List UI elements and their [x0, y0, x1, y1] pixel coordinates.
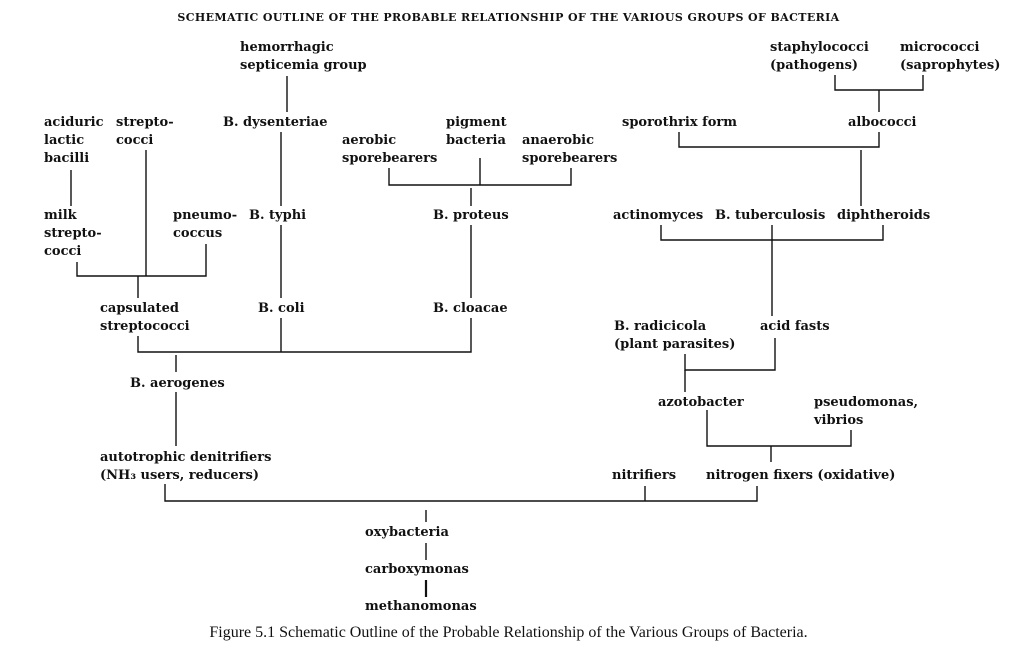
connector-bottom-bracket [165, 484, 757, 501]
node-carboxymonas: carboxymonas [365, 562, 469, 577]
node-autotrophic-denitrifiers: autotrophic denitrifiers (NH₃ users, reducers) [100, 450, 272, 483]
connector-staph-micro-bracket [835, 75, 923, 90]
node-b-cloacae: B. cloacae [433, 301, 508, 316]
node-aerobic-sporebearers: aerobic sporebearers [342, 133, 438, 166]
node-pneumococcus: pneumo- coccus [173, 208, 238, 241]
node-staphylococci: staphylococci (pathogens) [770, 40, 869, 73]
node-pseudomonas-vibrios: pseudomonas, vibrios [814, 395, 919, 428]
node-sporothrix-form: sporothrix form [622, 115, 737, 130]
node-milk-streptococci: milk strepto- cocci [44, 208, 102, 259]
node-azotobacter: azotobacter [658, 395, 744, 410]
node-actinomyces: actinomyces [613, 208, 704, 223]
node-b-radicicola: B. radicicola (plant parasites) [614, 319, 736, 352]
node-b-tuberculosis: B. tuberculosis [715, 208, 826, 223]
node-oxybacteria: oxybacteria [365, 525, 449, 540]
node-nitrogen-fixers: nitrogen fixers (oxidative) [706, 468, 896, 483]
node-diphtheroids: diphtheroids [837, 208, 931, 223]
node-pigment-bacteria: pigment bacteria [446, 115, 507, 148]
node-anaerobic-sporebearers: anaerobic sporebearers [522, 133, 618, 166]
node-b-typhi: B. typhi [249, 208, 307, 223]
node-b-aerogenes: B. aerogenes [130, 376, 225, 391]
node-nitrifiers: nitrifiers [612, 468, 677, 483]
node-hemorrhagic-septicemia: hemorrhagic septicemia group [240, 40, 367, 73]
node-micrococci: micrococci (saprophytes) [900, 40, 1001, 73]
node-capsulated-streptococci: capsulated streptococci [100, 301, 190, 334]
node-aciduric-lactic-bacilli: aciduric lactic bacilli [44, 115, 104, 166]
node-b-dysenteriae: B. dysenteriae [223, 115, 328, 130]
figure-caption: Figure 5.1 Schematic Outline of the Probable Relationship of the Various Groups of Bacteria. [209, 624, 808, 641]
node-acid-fasts: acid fasts [760, 319, 830, 334]
node-methanomonas: methanomonas [365, 599, 477, 614]
diagram-title: SCHEMATIC OUTLINE OF THE PROBABLE RELATIONSHIP OF THE VARIOUS GROUPS OF BACTERIA [177, 11, 840, 24]
node-streptococci: strepto- cocci [116, 115, 174, 148]
node-b-proteus: B. proteus [433, 208, 509, 223]
node-b-coli: B. coli [258, 301, 305, 316]
node-albococci: albococci [848, 115, 917, 130]
connector-sporothrix-albococci-bracket [679, 132, 879, 147]
